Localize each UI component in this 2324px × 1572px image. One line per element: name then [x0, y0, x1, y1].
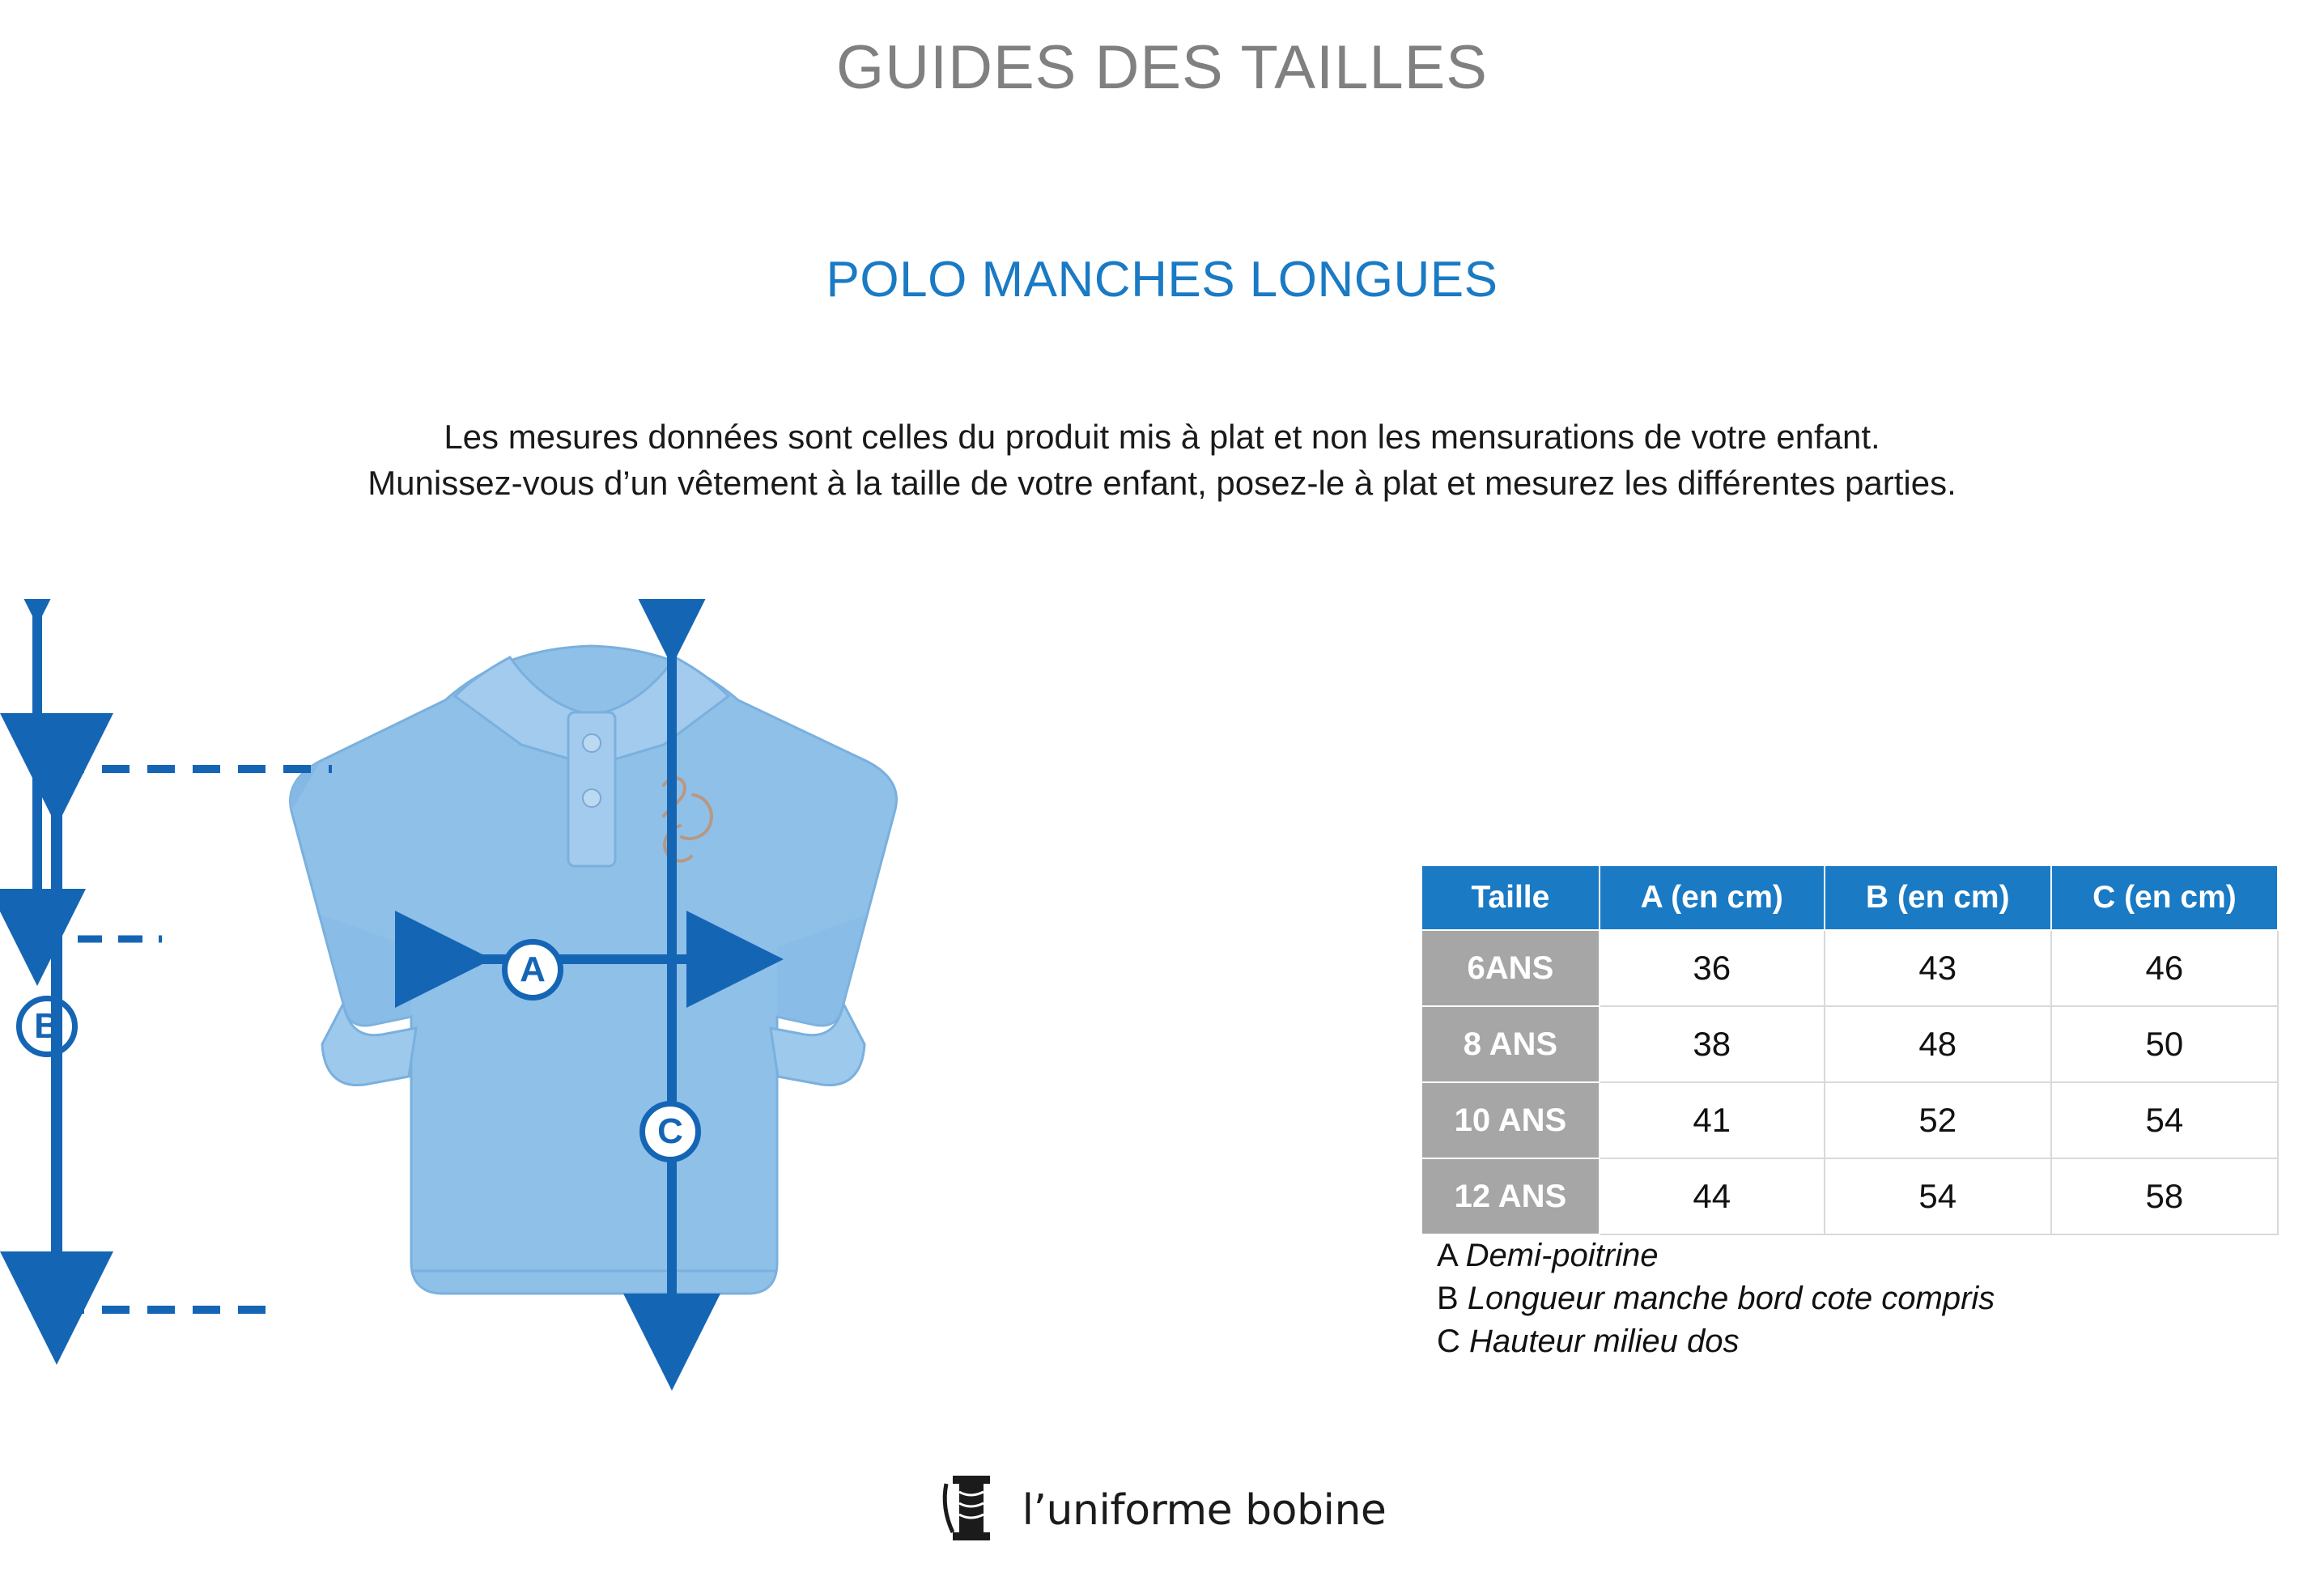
measure-label-b: B	[16, 996, 78, 1057]
cell-c: 58	[2051, 1158, 2278, 1234]
cell-size: 6ANS	[1421, 930, 1600, 1006]
page-title: GUIDES DES TAILLES	[835, 33, 1488, 102]
col-header-a: A (en cm)	[1600, 865, 1825, 930]
intro-line-2: Munissez-vous d’un vêtement à la taille de votre enfant, posez-le à plat et mesurez les différentes parties.	[368, 463, 1956, 502]
legend-letter-b: B	[1437, 1280, 1459, 1316]
table-row	[1421, 1158, 2278, 1234]
cell-size: 8 ANS	[1421, 1006, 1600, 1082]
cell-a: 38	[1600, 1006, 1825, 1082]
col-header-c: C (en cm)	[2051, 865, 2278, 930]
col-header-b: B (en cm)	[1825, 865, 2051, 930]
measurement-illustration	[0, 599, 1425, 1457]
legend-desc-a: Demi-poitrine	[1465, 1238, 1659, 1273]
cell-size: 12 ANS	[1421, 1158, 1600, 1234]
cell-c: 50	[2051, 1006, 2278, 1082]
cell-size: 10 ANS	[1421, 1082, 1600, 1158]
table-header-row	[1421, 865, 2278, 930]
cell-a: 36	[1600, 930, 1825, 1006]
cell-b: 54	[1825, 1158, 2051, 1234]
table-row	[1421, 930, 2278, 1006]
table-row	[1421, 1006, 2278, 1082]
cell-c: 54	[2051, 1082, 2278, 1158]
legend-letter-c: C	[1437, 1323, 1460, 1359]
measure-label-a: A	[502, 939, 563, 1001]
intro-line-1: Les mesures données sont celles du produit mis à plat et non les mensurations de votre enfant.	[444, 418, 1880, 456]
cell-a: 44	[1600, 1158, 1825, 1234]
product-subtitle: POLO MANCHES LONGUES	[826, 252, 1498, 308]
cell-b: 43	[1825, 930, 2051, 1006]
footer-logo	[0, 1471, 2324, 1549]
col-header-taille: Taille	[1421, 865, 1600, 930]
legend-desc-b: Longueur manche bord cote compris	[1467, 1280, 1995, 1316]
legend-desc-c: Hauteur milieu dos	[1469, 1323, 1740, 1359]
size-table-container	[1421, 865, 2279, 1235]
brand-name: l’uniforme bobine	[1022, 1485, 1387, 1535]
intro-text	[0, 414, 2324, 506]
legend-item-a	[1437, 1234, 1995, 1277]
size-table	[1421, 865, 2279, 1235]
cell-a: 41	[1600, 1082, 1825, 1158]
measurement-legend	[1437, 1234, 1995, 1362]
legend-item-b	[1437, 1277, 1995, 1320]
legend-letter-a: A	[1437, 1238, 1457, 1273]
thread-spool-icon	[938, 1471, 1008, 1549]
table-row	[1421, 1082, 2278, 1158]
legend-item-c	[1437, 1320, 1995, 1363]
measure-label-c: C	[639, 1101, 701, 1162]
cell-b: 52	[1825, 1082, 2051, 1158]
cell-b: 48	[1825, 1006, 2051, 1082]
cell-c: 46	[2051, 930, 2278, 1006]
